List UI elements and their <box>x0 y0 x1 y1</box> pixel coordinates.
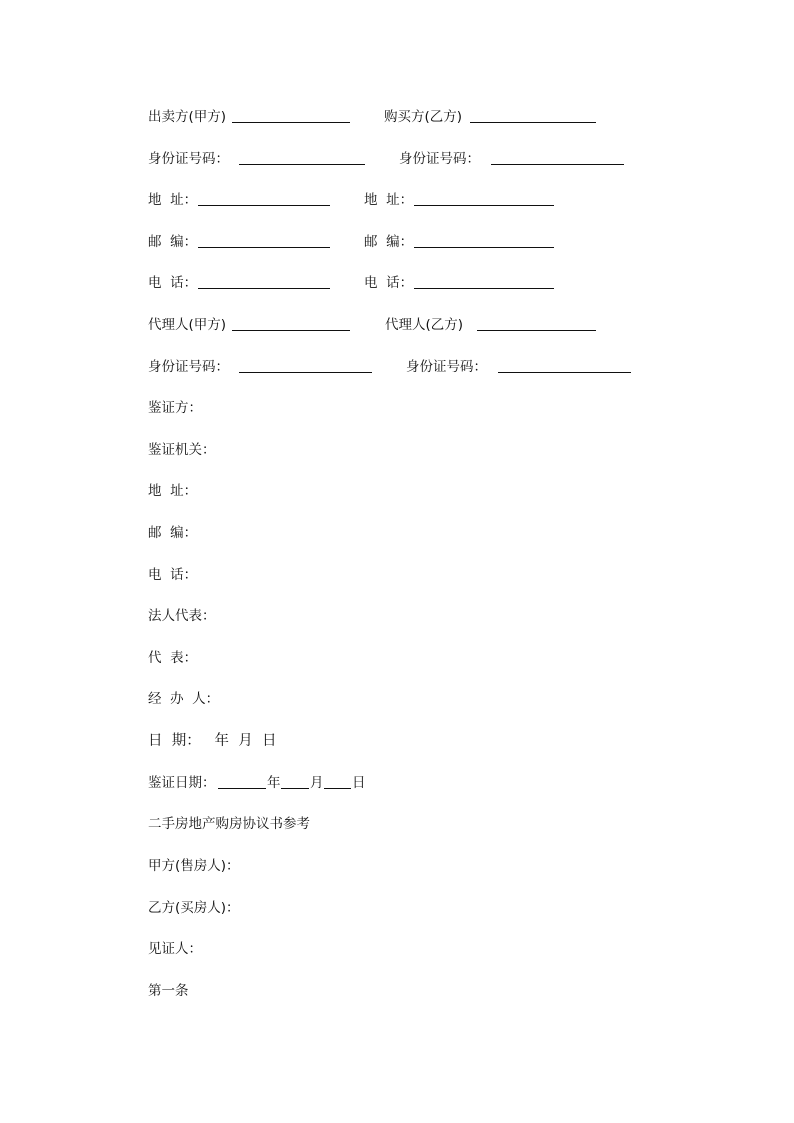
notary-address-label: 地 址： <box>148 483 198 499</box>
cert-day-field[interactable] <box>324 788 351 789</box>
agreement-party-a-label: 甲方(售房人)： <box>148 858 240 874</box>
agreement-party-b-label: 乙方(买房人)： <box>148 900 240 916</box>
agent-a-id-label: 身份证号码： <box>148 359 229 375</box>
id-row <box>148 148 638 170</box>
agent-b-field[interactable] <box>477 330 596 331</box>
address-row <box>148 189 568 211</box>
buyer-address-field[interactable] <box>414 205 554 206</box>
agent-b-id-field[interactable] <box>498 372 631 373</box>
cert-year-label: 年 <box>267 775 281 791</box>
agent-b-id-label: 身份证号码： <box>406 359 487 375</box>
agent-id-row <box>148 356 638 378</box>
seller-id-label: 身份证号码： <box>148 151 229 167</box>
notary-handler-label: 经 办 人： <box>148 691 220 707</box>
buyer-label: 购买方(乙方) <box>384 109 463 125</box>
notary-representative-label: 代 表： <box>148 650 198 666</box>
buyer-postcode-label: 邮 编： <box>364 234 414 250</box>
notary-authority-label: 鉴证机关： <box>148 442 216 458</box>
agent-a-id-field[interactable] <box>239 372 372 373</box>
seller-id-field[interactable] <box>239 164 365 165</box>
article-1-heading: 第一条 <box>148 983 189 999</box>
seller-buyer-row <box>148 106 608 128</box>
seller-field[interactable] <box>232 122 350 123</box>
notary-date-label: 日 期： 年 月 日 <box>148 733 277 749</box>
cert-month-field[interactable] <box>281 788 309 789</box>
agreement-witness-label: 见证人： <box>148 941 202 957</box>
buyer-address-label: 地 址： <box>364 192 414 208</box>
agreement-title-text: 二手房地产购房协议书参考 <box>148 816 310 832</box>
seller-phone-label: 电 话： <box>148 275 198 291</box>
buyer-id-field[interactable] <box>491 164 624 165</box>
seller-address-field[interactable] <box>198 205 330 206</box>
seller-postcode-label: 邮 编： <box>148 234 198 250</box>
agent-a-field[interactable] <box>232 330 350 331</box>
buyer-phone-label: 电 话： <box>364 275 414 291</box>
notary-postcode-label: 邮 编： <box>148 525 198 541</box>
buyer-id-label: 身份证号码： <box>399 151 480 167</box>
seller-address-label: 地 址： <box>148 192 198 208</box>
seller-phone-field[interactable] <box>198 288 330 289</box>
cert-date-label: 鉴证日期： <box>148 775 216 791</box>
cert-month-label: 月 <box>310 775 324 791</box>
agent-a-label: 代理人(甲方) <box>148 317 227 333</box>
cert-day-label: 日 <box>352 775 366 791</box>
seller-label: 出卖方(甲方) <box>148 109 227 125</box>
agent-b-label: 代理人(乙方) <box>385 317 464 333</box>
notary-party-label: 鉴证方： <box>148 400 202 416</box>
cert-year-field[interactable] <box>218 788 266 789</box>
agent-row <box>148 314 608 336</box>
buyer-postcode-field[interactable] <box>414 247 554 248</box>
notary-legal-rep-label: 法人代表： <box>148 608 216 624</box>
postcode-row <box>148 231 568 253</box>
buyer-field[interactable] <box>470 122 596 123</box>
notary-phone-label: 电 话： <box>148 567 198 583</box>
seller-postcode-field[interactable] <box>198 247 330 248</box>
buyer-phone-field[interactable] <box>414 288 554 289</box>
phone-row <box>148 272 568 294</box>
